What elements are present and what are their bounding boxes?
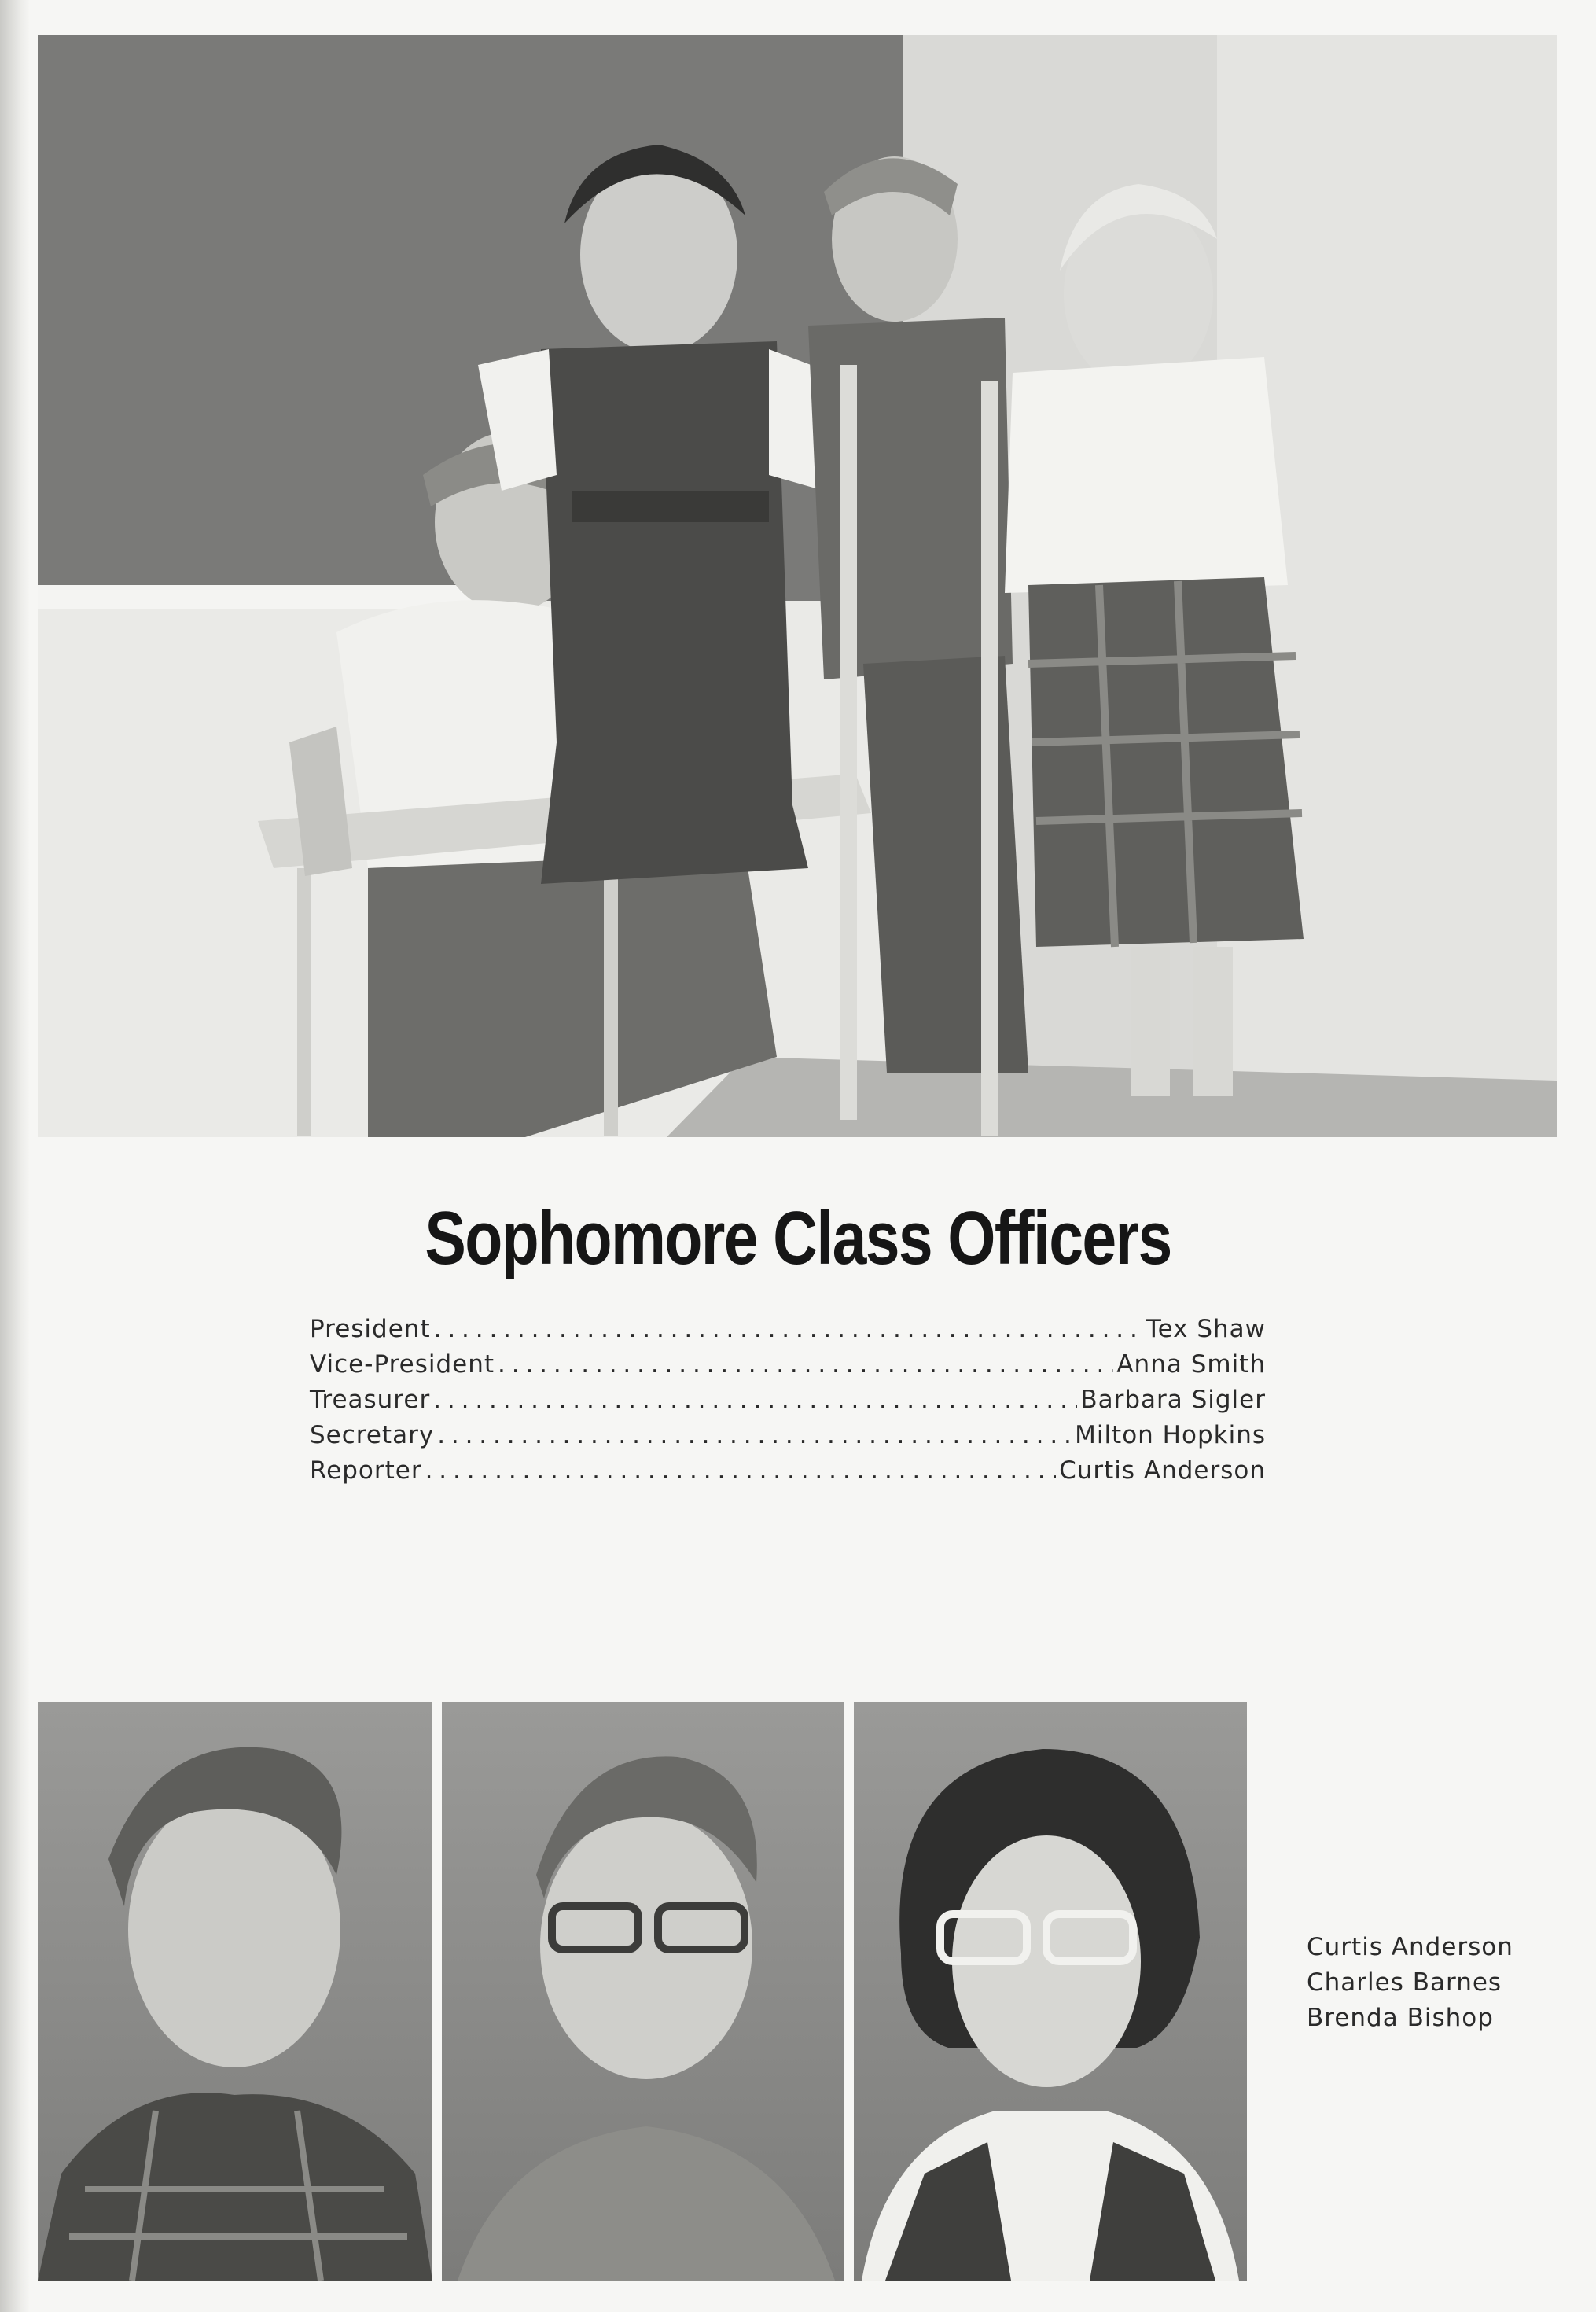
officers-list [310,1312,1266,1489]
caption-name: Brenda Bishop [1307,2004,1494,2032]
officer-role: Reporter [310,1456,422,1485]
leader-dots [425,1453,1056,1489]
portrait-photo-3 [854,1702,1247,2281]
officer-role: Treasurer [310,1386,431,1414]
officer-name: Milton Hopkins [1075,1421,1266,1449]
officer-row-president [310,1312,1266,1347]
officer-row-treasurer [310,1382,1266,1418]
officer-row-vice-president [310,1347,1266,1382]
officer-name: Tex Shaw [1146,1315,1266,1343]
leader-dots [433,1382,1077,1418]
officer-name: Barbara Sigler [1080,1386,1266,1414]
page-title: Sophomore Class Officers [425,1196,1171,1280]
page-binding-shadow [0,0,30,2312]
officer-role: Vice-President [310,1350,495,1379]
group-photo-officers [38,35,1557,1137]
leader-dots [498,1347,1113,1382]
officer-row-reporter [310,1453,1266,1489]
portrait-photo-2 [442,1702,844,2281]
officer-role: President [310,1315,431,1343]
officer-role: Secretary [310,1421,435,1449]
officer-row-secretary [310,1418,1266,1453]
officer-name: Curtis Anderson [1059,1456,1266,1485]
portrait-captions [1307,1930,1513,2036]
caption-name: Charles Barnes [1307,1968,1502,1997]
officer-name: Anna Smith [1116,1350,1266,1379]
portrait-photo-1 [38,1702,432,2281]
leader-dots [437,1418,1072,1453]
leader-dots [434,1312,1143,1347]
caption-name: Curtis Anderson [1307,1933,1513,1961]
